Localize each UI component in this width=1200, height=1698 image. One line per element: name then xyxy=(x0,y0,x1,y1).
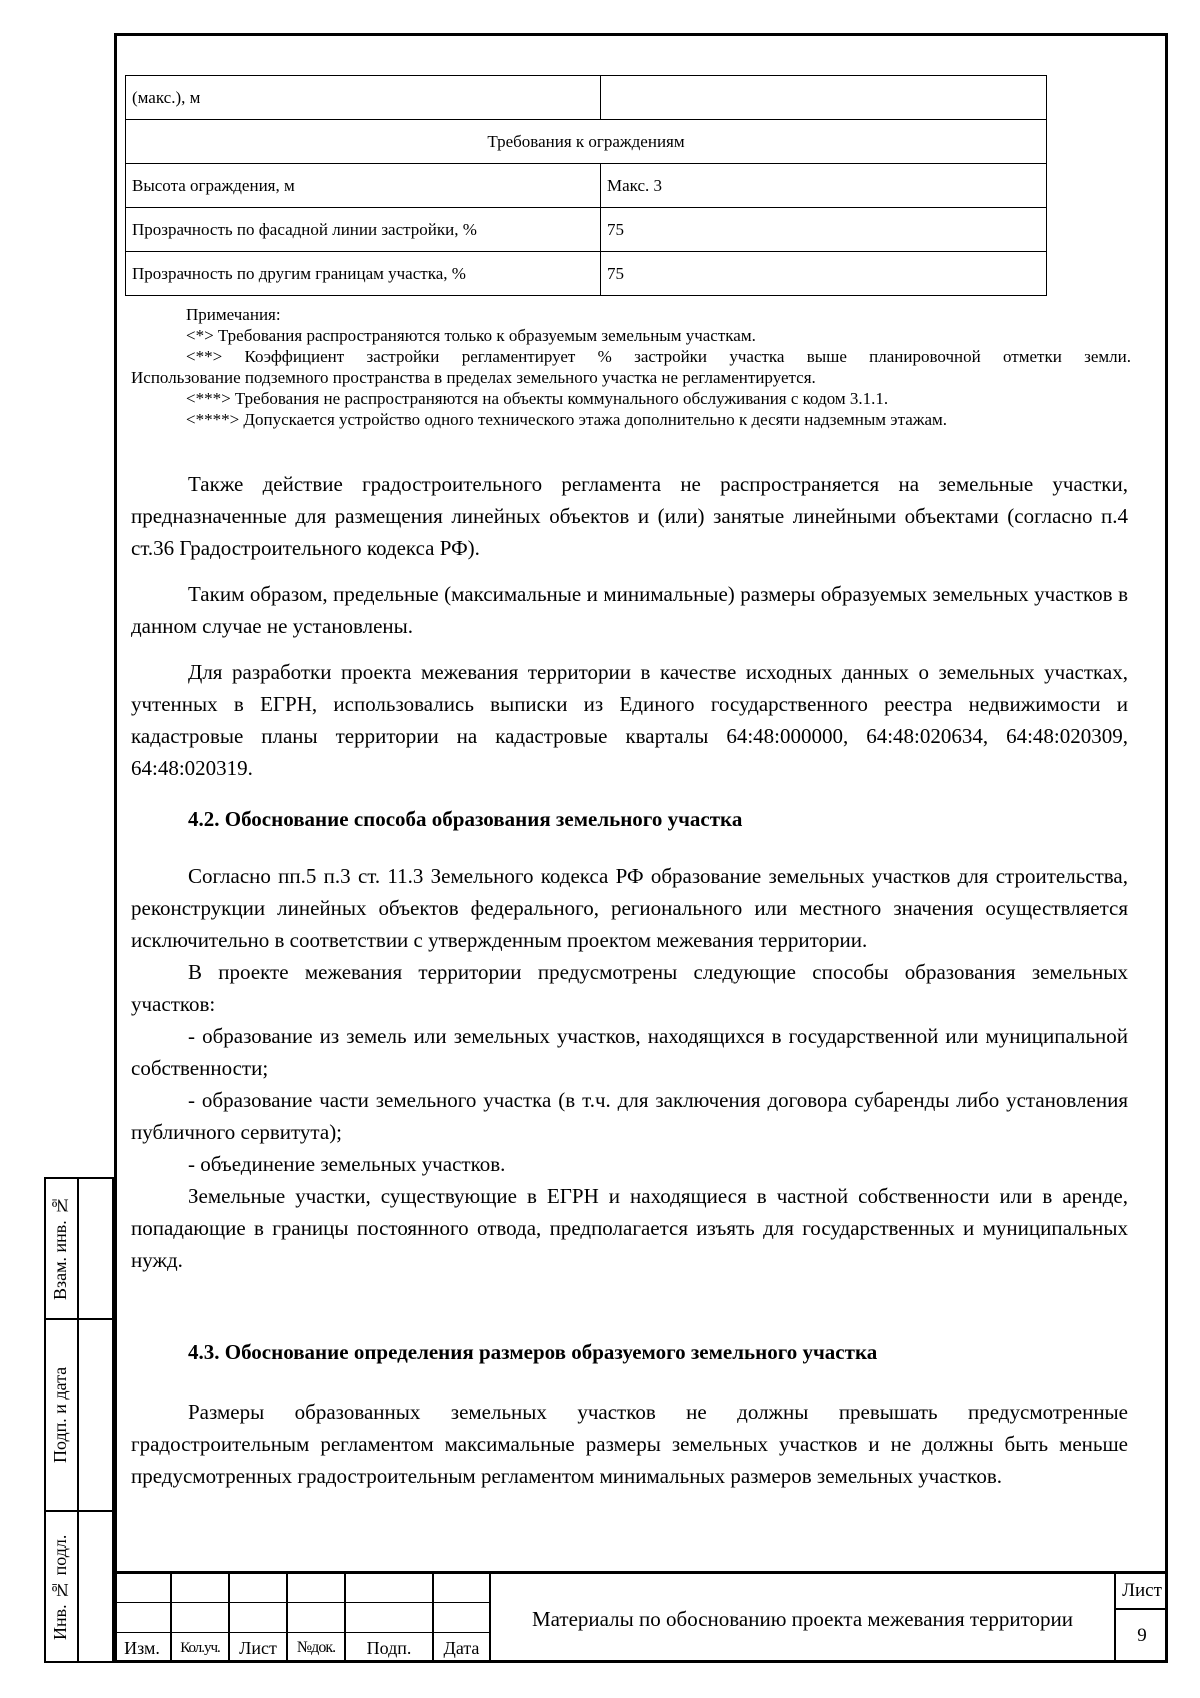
tb-col-label: Кол.уч. xyxy=(172,1633,230,1663)
tb-col-label: Дата xyxy=(434,1633,491,1663)
paragraph: Также действие градостроительного регламента не распространяется на земельные участки, предназначенные для размещения линейных объектов и (или) занятые линейными объектами (согласно п.4 ст.36 Градостроительного кодекса РФ). xyxy=(131,472,1128,560)
document-title-text: Материалы по обоснованию проекта межевания территории xyxy=(531,1606,1074,1631)
side-label-vzam: Взам. инв. № xyxy=(50,1195,70,1300)
table-cell xyxy=(601,76,1047,120)
section-43-text xyxy=(131,1396,1128,1492)
notes-title: Примечания: xyxy=(186,305,281,324)
tb-col-label: Изм. xyxy=(114,1633,172,1663)
tb-empty-cell xyxy=(288,1603,346,1633)
table-cell: Макс. 3 xyxy=(601,164,1047,208)
title-block xyxy=(114,1571,1168,1663)
sheet-label: Лист xyxy=(1116,1574,1168,1610)
table-row xyxy=(126,164,1047,208)
sheet-number: 9 xyxy=(1137,1625,1147,1646)
section-42-text xyxy=(131,860,1128,1276)
tb-empty-cell xyxy=(114,1574,172,1603)
table-cell: Прозрачность по фасадной линии застройки, % xyxy=(126,208,601,252)
tb-empty-cell xyxy=(346,1574,434,1603)
paragraph: Для разработки проекта межевания территории в качестве исходных данных о земельных участках, учтенных в ЕГРН, использовались выписки из Единого государственного реестра недвижимости и кадастровые планы территории на кадастровые кварталы 64:48:000000, 64:48:020634, 64:48:020309, 64:48:020319. xyxy=(131,660,1128,780)
side-label-podp: Подп. и дата xyxy=(50,1366,70,1464)
paragraph-block xyxy=(131,468,1128,564)
tb-col-label: №док. xyxy=(288,1633,346,1663)
tb-empty-cell xyxy=(346,1603,434,1633)
list-item: - объединение земельных участков. xyxy=(188,1152,506,1176)
tb-col-label: Лист xyxy=(230,1633,288,1663)
note-item-continuation: Использование подземного пространства в пределах земельного участка не регламентируется. xyxy=(131,368,816,387)
tb-empty-cell xyxy=(230,1603,288,1633)
tb-empty-cell xyxy=(288,1574,346,1603)
table-cell: (макс.), м xyxy=(126,76,601,120)
requirements-table xyxy=(125,75,1047,296)
tb-empty-cell xyxy=(434,1574,491,1603)
list-item: - образование из земель или земельных участков, находящихся в государственной или муниципальной собственности; xyxy=(131,1024,1128,1080)
paragraph: Согласно пп.5 п.3 ст. 11.3 Земельного кодекса РФ образование земельных участков для строительства, реконструкции линейных объектов федерального, регионального или местного значения осуществляется исключительно в соответствии с утвержденным проектом межевания территории. xyxy=(131,864,1128,952)
table-row xyxy=(126,120,1047,164)
table-cell: 75 xyxy=(601,208,1047,252)
paragraph: В проекте межевания территории предусмотрены следующие способы образования земельных участков: xyxy=(131,960,1128,1016)
document-title xyxy=(491,1574,1116,1663)
sheet-box xyxy=(1116,1574,1168,1663)
side-label-inv: Инв. № подл. xyxy=(50,1534,70,1641)
paragraph: Земельные участки, существующие в ЕГРН и находящиеся в частной собственности или в аренде, попадающие в границы постоянного отвода, предполагается изъять для государственных и муниципальных нужд. xyxy=(131,1184,1128,1272)
paragraph: Таким образом, предельные (максимальные и минимальные) размеры образуемых земельных участков в данном случае не установлены. xyxy=(131,582,1128,638)
table-row xyxy=(126,252,1047,296)
table-cell: Прозрачность по другим границам участка, % xyxy=(126,252,601,296)
table-cell: Высота ограждения, м xyxy=(126,164,601,208)
side-stamp xyxy=(44,1177,114,1663)
paragraph: Размеры образованных земельных участков не должны превышать предусмотренные градостроительным регламентом максимальные размеры земельных участков и не должны быть меньше предусмотренных градостроительным регламентом минимальных размеров земельных участков. xyxy=(131,1400,1128,1488)
side-stamp-values xyxy=(77,1177,114,1663)
paragraph-block xyxy=(131,578,1128,642)
tb-col-label: Подп. xyxy=(346,1633,434,1663)
title-block-grid xyxy=(114,1574,491,1663)
list-item: - образование части земельного участка (в т.ч. для заключения договора субаренды либо установления публичного сервитута); xyxy=(131,1088,1128,1144)
note-item: <****> Допускается устройство одного технического этажа дополнительно к десяти надземным этажам. xyxy=(186,410,948,429)
note-item: <*> Требования распространяются только к образуемым земельным участкам. xyxy=(186,326,756,345)
table-notes xyxy=(131,304,1131,430)
section-heading: 4.3. Обоснование определения размеров образуемого земельного участка xyxy=(188,1340,878,1364)
note-item: <***> Требования не распространяются на объекты коммунального обслуживания с кодом 3.1.1. xyxy=(186,389,889,408)
tb-empty-cell xyxy=(230,1574,288,1603)
tb-empty-cell xyxy=(172,1603,230,1633)
tb-empty-cell xyxy=(434,1603,491,1633)
table-row xyxy=(126,76,1047,120)
tb-empty-cell xyxy=(172,1574,230,1603)
tb-empty-cell xyxy=(114,1603,172,1633)
note-item: <**> Коэффициент застройки регламентирует % застройки участка выше планировочной отметки земли. xyxy=(186,347,1131,366)
table-row xyxy=(126,208,1047,252)
paragraph-block xyxy=(131,656,1128,784)
table-section-header: Требования к ограждениям xyxy=(126,120,1047,164)
table-cell: 75 xyxy=(601,252,1047,296)
section-heading: 4.2. Обоснование способа образования земельного участка xyxy=(188,807,743,831)
